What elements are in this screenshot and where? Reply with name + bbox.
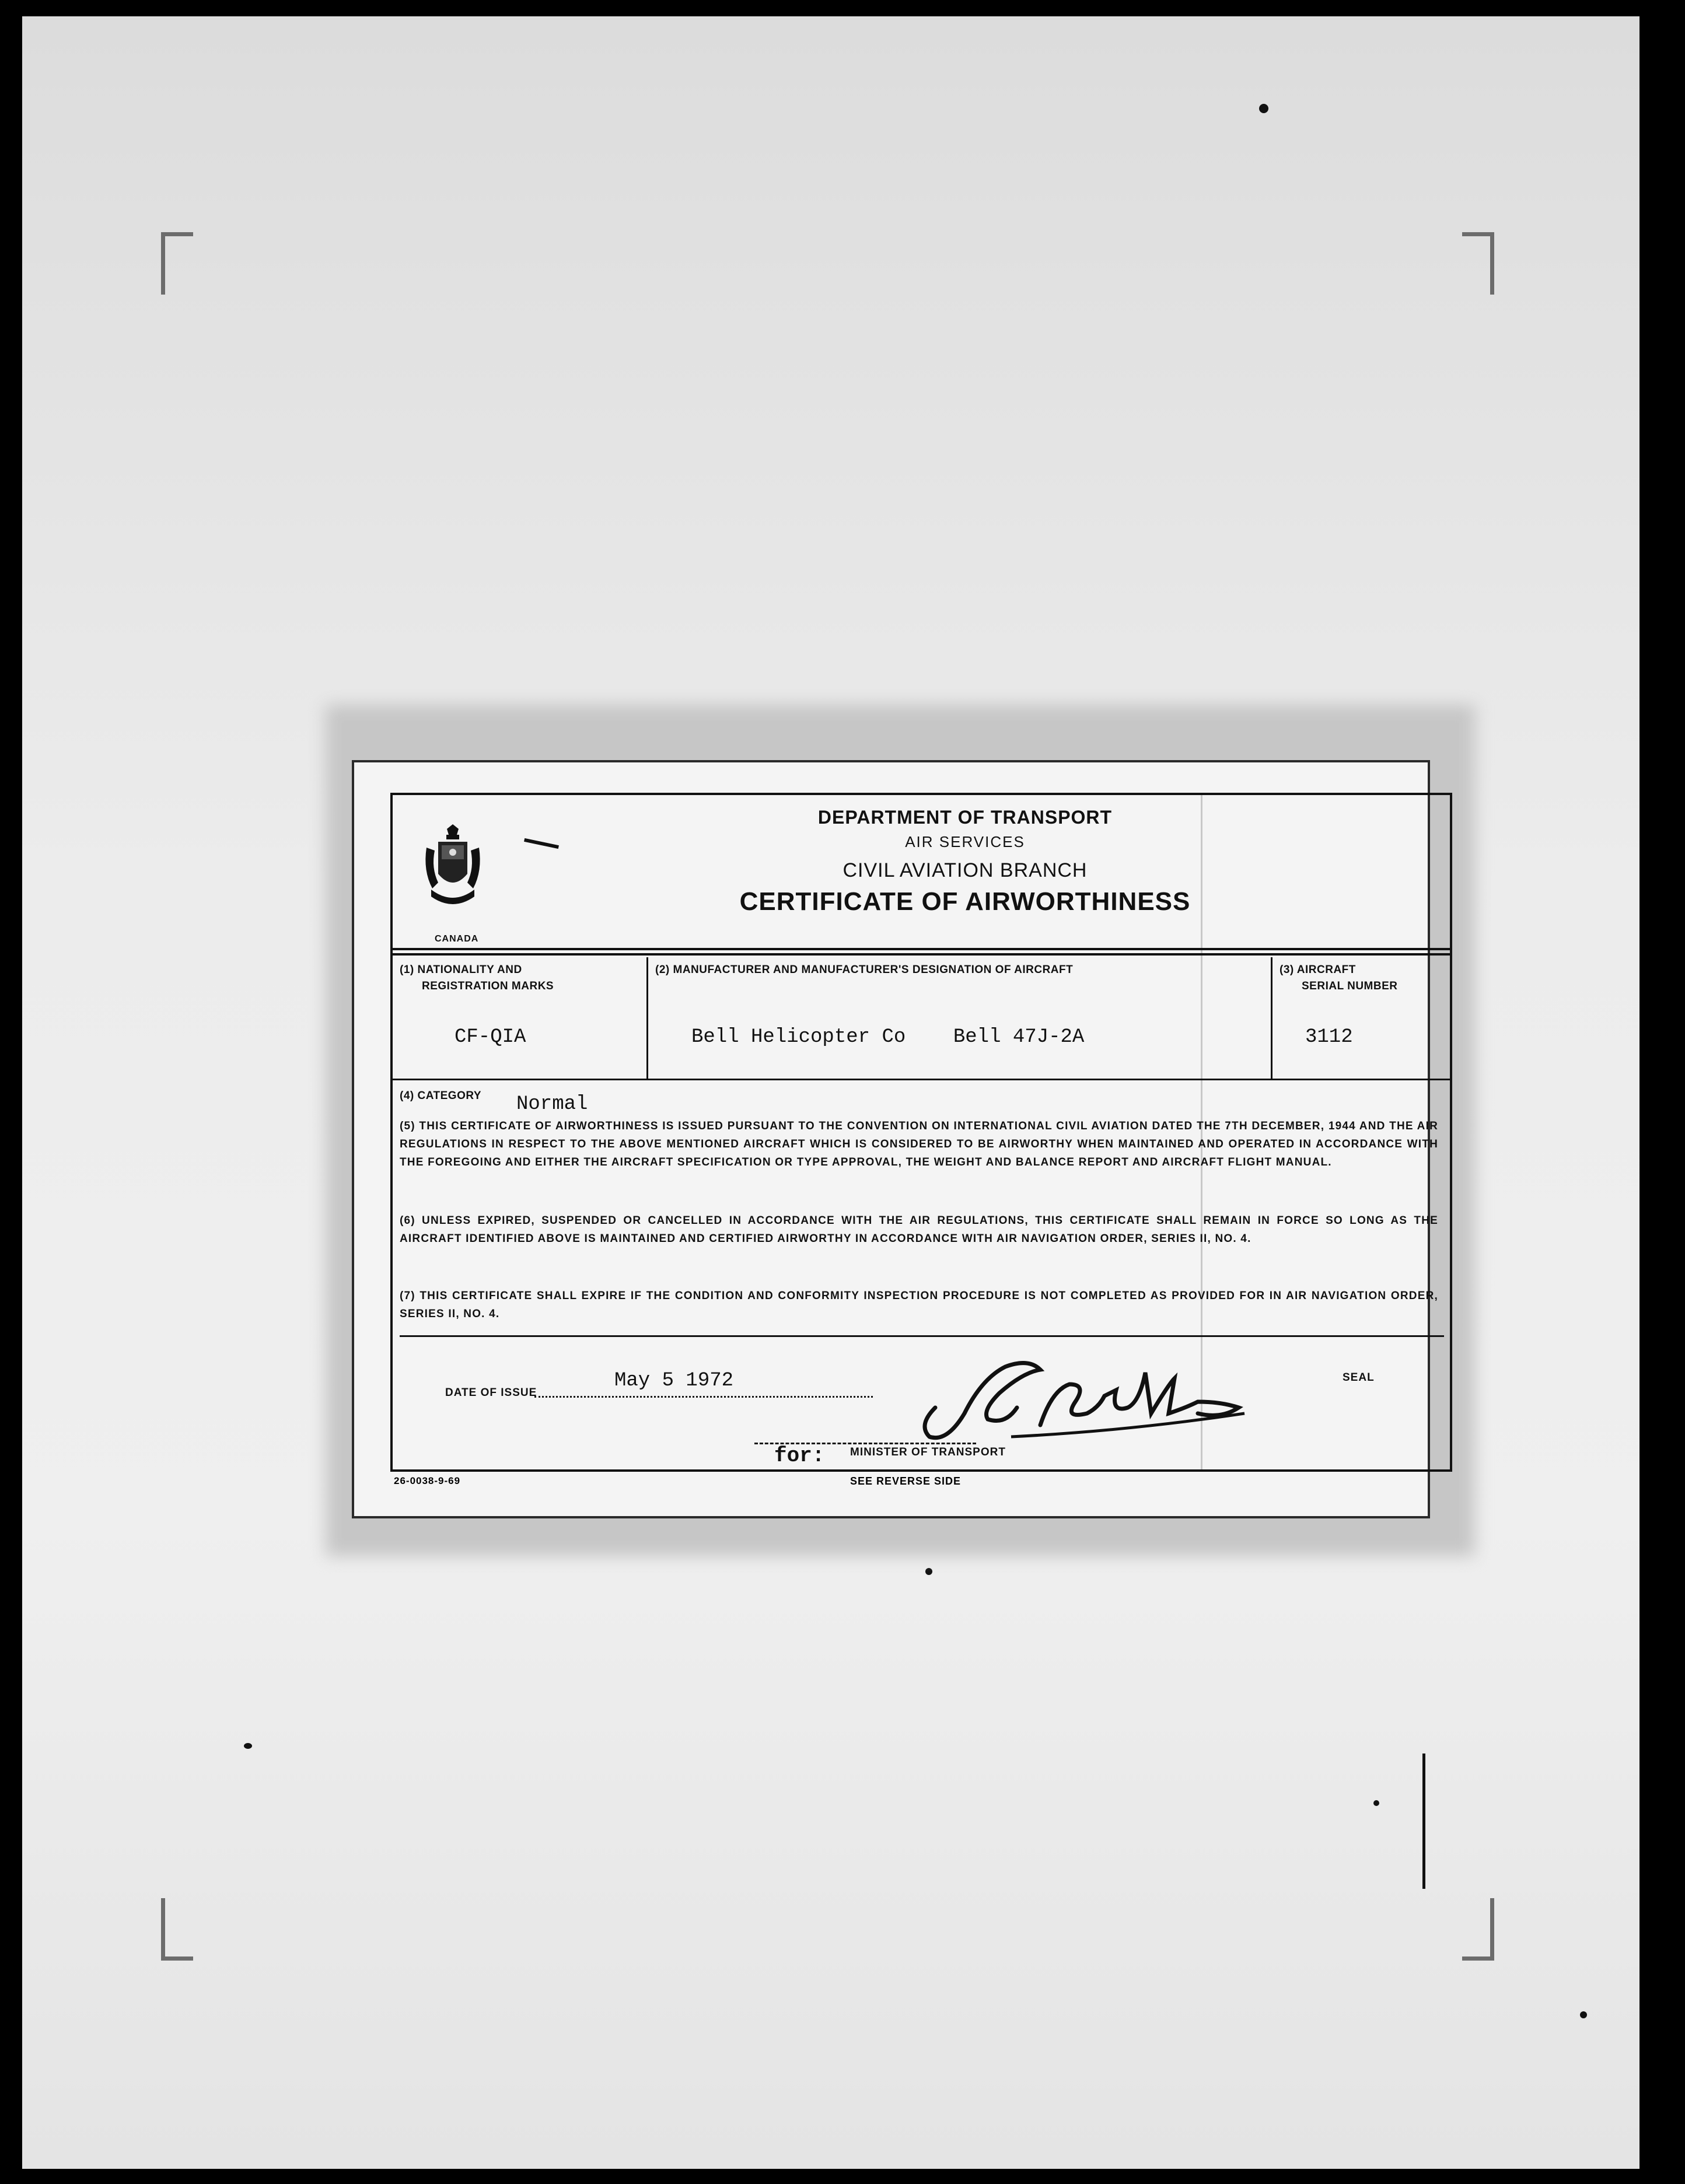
scanned-page [22,16,1639,2169]
date-of-issue-label: DATE OF ISSUE [445,1387,537,1399]
category-value: Normal [516,1093,588,1115]
clause-5: (5) THIS CERTIFICATE OF AIRWORTHINESS IS ISSUED PURSUANT TO THE CONVENTION ON INTERNATIONAL CIVIL AVIATION DATED THE 7TH DECEMBER, 1944 AND THE AIR REGULATIONS IN RESPECT TO THE ABOVE MENTIONED AIRCRAFT WHICH IS CONSIDERED TO BE AIRWORTHY WHEN MAINTAINED AND OPERATED IN ACCORDANCE WITH THE FOREGOING AND EITHER THE AIRCRAFT SPECIFICATION OR TYPE APPROVAL, THE WEIGHT AND BALANCE REPORT AND AIRCRAFT FLIGHT MANUAL. [400,1120,1438,1168]
certificate-form [390,793,1452,1472]
reverse-note: SEE REVERSE SIDE [850,1475,962,1487]
manufacturer-label: (2) MANUFACTURER AND MANUFACTURER'S DESIGNATION OF AIRCRAFT [655,964,1074,976]
date-dotted-line [534,1396,873,1398]
dust-speck [925,1568,932,1575]
serial-field [1273,957,1450,1079]
nationality-label: (1) NATIONALITY AND REGISTRATION MARKS [400,964,554,992]
signature-icon [894,1338,1256,1448]
crop-mark-top-left [161,232,193,295]
date-of-issue-value: May 5 1972 [614,1370,734,1392]
scan-line-artifact [1422,1754,1425,1889]
nationality-field [393,957,648,1079]
serial-label: (3) AIRCRAFT SERIAL NUMBER [1280,964,1398,992]
dust-speck [1580,2011,1587,2018]
seal-label: SEAL [1343,1371,1375,1384]
dust-speck [1373,1800,1379,1806]
dust-speck [1259,104,1268,113]
serial-value: 3112 [1305,1026,1353,1048]
manufacturer-field [648,957,1273,1079]
dust-speck [244,1743,252,1749]
nationality-value: CF-QIA [455,1026,526,1048]
crop-mark-top-right [1462,232,1494,295]
minister-label: MINISTER OF TRANSPORT [850,1446,1006,1458]
for-label: for: [774,1444,825,1468]
branch-name: CIVIL AVIATION BRANCH [842,859,1088,881]
aircraft-fields [393,957,1450,1080]
crop-mark-bottom-left [161,1898,193,1961]
footer-rule [400,1335,1444,1337]
service-name: AIR SERVICES [905,833,1025,850]
header-rule [393,948,1450,950]
form-number: 26-0038-9-69 [394,1475,461,1486]
airworthiness-certificate-card [352,760,1438,1518]
crop-mark-bottom-right [1462,1898,1494,1961]
category-field [400,1090,588,1115]
header-rule [393,953,1450,956]
department-name: DEPARTMENT OF TRANSPORT [817,807,1113,828]
crest-label: CANADA [435,934,479,944]
certificate-header [393,795,1450,944]
clause-6: (6) UNLESS EXPIRED, SUSPENDED OR CANCELLED IN ACCORDANCE WITH THE AIR REGULATIONS, THIS CERTIFICATE SHALL REMAIN IN FORCE SO LONG AS THE AIRCRAFT IDENTIFIED ABOVE IS MAINTAINED AND CERTIFIED AIRWORTHY IN ACCORDANCE WITH AIR NAVIGATION ORDER, SERIES II, NO. 4. [400,1214,1438,1245]
manufacturer-value: Bell Helicopter Co Bell 47J-2A [691,1026,1085,1048]
certificate-title: CERTIFICATE OF AIRWORTHINESS [739,887,1191,916]
clause-7: (7) THIS CERTIFICATE SHALL EXPIRE IF THE CONDITION AND CONFORMITY INSPECTION PROCEDURE IS NOT COMPLETED AS PROVIDED FOR IN AIR NAVIGATION ORDER, SERIES II, NO. 4. [400,1290,1438,1320]
category-label: (4) CATEGORY [400,1090,482,1102]
